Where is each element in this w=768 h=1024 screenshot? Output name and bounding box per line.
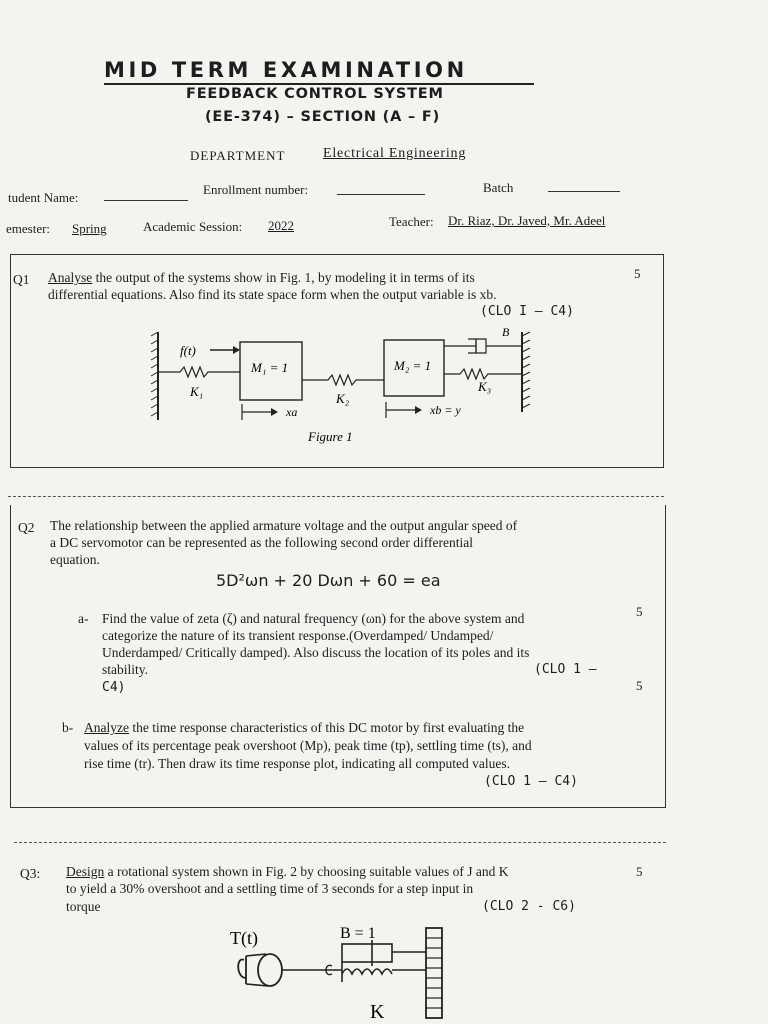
student-name-field	[104, 190, 188, 201]
spring-k	[342, 969, 392, 974]
q2b-line-2: values of its percentage peak overshoot (Mp), peak time (tp), settling time (ts), and	[84, 738, 532, 753]
q2b-line-1	[84, 720, 524, 735]
q2-equation: 5D²ωn + 20 Dωn + 60 = ea	[216, 571, 441, 590]
department-label: DEPARTMENT	[190, 148, 286, 163]
q2a-line-2: categorize the nature of its transient response.(Overdamped/ Undamped/	[102, 628, 494, 643]
separator-2	[14, 842, 666, 843]
q1-line-1	[48, 270, 475, 285]
q2a-line-1: Find the value of zeta (ζ) and natural frequency (ωn) for the above system and	[102, 611, 525, 626]
q3-line-1-text: a rotational system shown in Fig. 2 by choosing suitable values of J and K	[104, 864, 509, 879]
damper	[342, 944, 392, 962]
q2-intro-3: equation.	[50, 552, 100, 567]
course-section: (EE-374) – SECTION (A – F)	[205, 109, 441, 125]
figure-1-caption: Figure 1	[308, 429, 353, 444]
k2-label: K₂	[336, 391, 350, 406]
q3-line-3: torque	[66, 899, 101, 914]
course-title: FEEDBACK CONTROL SYSTEM	[186, 86, 444, 102]
q2b-line-1-text: the time response characteristics of this DC motor by first evaluating the	[128, 720, 525, 735]
batch-field	[548, 181, 620, 192]
q3-line-1	[66, 864, 508, 879]
teacher-label: Teacher:	[389, 214, 434, 229]
xa-label: xa	[286, 405, 298, 419]
q2a-clo-2: C4)	[102, 680, 126, 695]
figure-1-diagram	[150, 324, 540, 448]
q2-intro-2: a DC servomotor can be represented as the following second order differential	[50, 535, 473, 550]
force-label: f(t)	[180, 343, 196, 358]
semester-label: emester:	[6, 221, 51, 236]
semester-value: Spring	[72, 221, 107, 236]
batch-label: Batch	[483, 180, 514, 195]
m2-label: M₂ = 1	[394, 358, 432, 373]
q2a-line-4: stability.	[102, 662, 148, 677]
q2b-clo: (CLO 1 – C4)	[484, 774, 578, 789]
m1-label: M₁ = 1	[251, 360, 289, 375]
q1-verb: Analyse	[48, 270, 93, 285]
q1-line-1-text: the output of the systems show in Fig. 1, by modeling it in terms of its	[92, 270, 475, 285]
torque-label: T(t)	[230, 928, 258, 948]
separator-1	[8, 496, 664, 497]
q2b-marks: 5	[636, 678, 643, 693]
enrollment-field	[337, 184, 425, 195]
q2b-verb: Analyze	[84, 720, 129, 735]
q1-line-2: differential equations. Also find its state space form when the output variable is xb.	[48, 287, 497, 302]
q3-line-2: to yield a 30% overshoot and a settling time of 3 seconds for a step input in	[66, 881, 474, 896]
figure-2-diagram	[222, 918, 462, 1022]
q2a-line-3: Underdamped/ Critically damped). Also discuss the location of its poles and its	[102, 645, 530, 660]
q2a-label: a-	[78, 611, 89, 626]
department-value: Electrical Engineering	[323, 146, 467, 161]
q2-intro-1: The relationship between the applied armature voltage and the output angular speed of	[50, 518, 518, 533]
student-name-label: tudent Name:	[8, 190, 79, 205]
session-value: 2022	[268, 218, 294, 233]
q1-number: Q1	[13, 272, 30, 287]
k-label: K	[370, 1001, 385, 1022]
enrollment-label: Enrollment number:	[203, 182, 309, 197]
q2b-label: b-	[62, 720, 74, 735]
b-value-label: B = 1	[340, 925, 376, 942]
q3-verb: Design	[66, 864, 105, 879]
q2b-line-3: rise time (tr). Then draw its time response plot, indicating all computed values.	[84, 756, 511, 771]
session-label: Academic Session:	[143, 219, 243, 234]
q2a-clo-1: (CLO 1 –	[534, 662, 597, 677]
teacher-value: Dr. Riaz, Dr. Javed, Mr. Adeel	[448, 213, 606, 228]
inertia-j	[258, 954, 282, 986]
exam-title: MID TERM EXAMINATION	[104, 58, 534, 85]
xb-label: xb = y	[430, 403, 461, 417]
q2-number: Q2	[18, 520, 35, 535]
q3-number: Q3:	[20, 866, 41, 881]
q2a-marks: 5	[636, 604, 643, 619]
q3-clo: (CLO 2 - C6)	[482, 899, 576, 914]
fixed-wall	[426, 928, 442, 1018]
k1-label: K₁	[190, 384, 204, 399]
q1-clo: (CLO I – C4)	[480, 304, 574, 319]
q3-marks: 5	[636, 864, 643, 879]
k3-label: K₃	[478, 379, 492, 394]
b-label: B	[502, 325, 510, 339]
q1-marks: 5	[634, 266, 641, 281]
